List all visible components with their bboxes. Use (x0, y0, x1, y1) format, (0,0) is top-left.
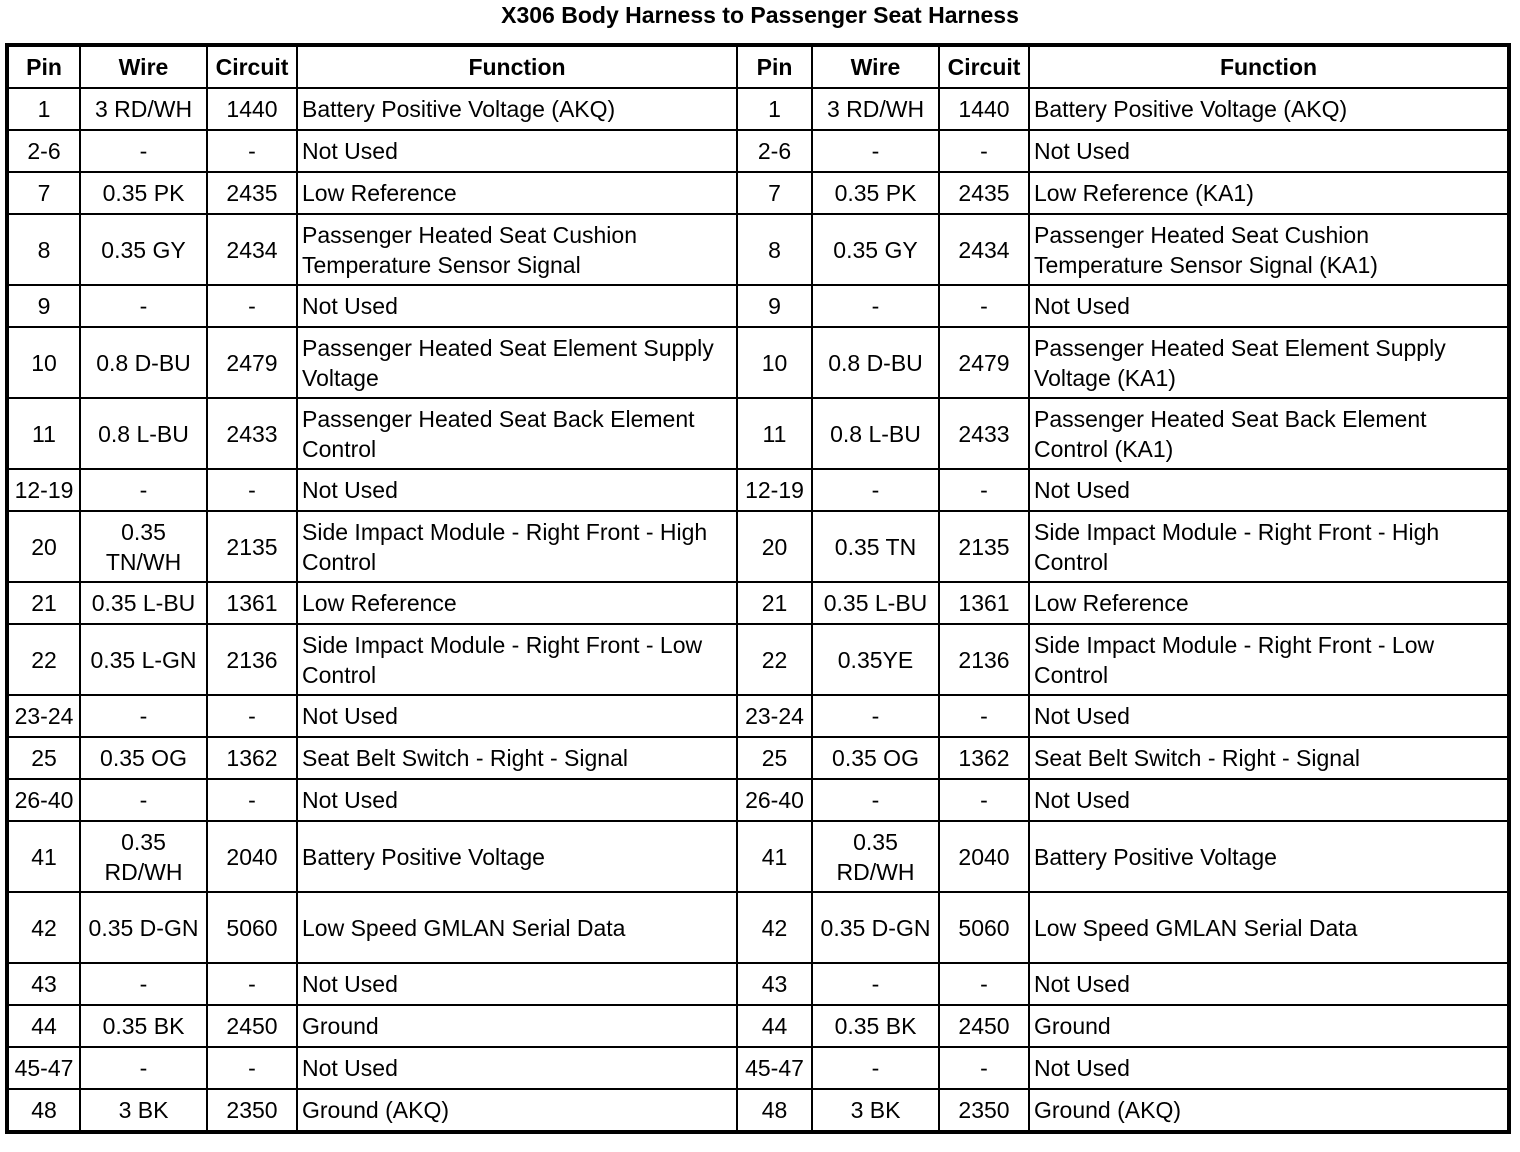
left-circuit-cell: - (207, 285, 297, 327)
left-pin-cell: 20 (7, 511, 80, 582)
right-pin-cell: 10 (737, 327, 812, 398)
right-circuit-cell: 2136 (939, 624, 1029, 695)
left-function-cell: Not Used (297, 695, 737, 737)
right-wire-cell: 0.35 RD/WH (812, 821, 939, 892)
left-circuit-cell: - (207, 130, 297, 172)
left-pin-cell: 42 (7, 892, 80, 963)
left-wire-cell: 3 BK (80, 1089, 207, 1132)
right-pin-cell: 23-24 (737, 695, 812, 737)
header-pin: Pin (7, 45, 80, 88)
right-circuit-cell: - (939, 1047, 1029, 1089)
table-row (7, 892, 1509, 963)
pinout-table (5, 43, 1511, 1134)
table-row (7, 821, 1509, 892)
table-row (7, 398, 1509, 469)
left-pin-cell: 44 (7, 1005, 80, 1047)
left-wire-cell: 0.35 L-GN (80, 624, 207, 695)
right-wire-cell: - (812, 779, 939, 821)
right-pin-cell: 11 (737, 398, 812, 469)
right-wire-cell: - (812, 285, 939, 327)
right-wire-cell: - (812, 963, 939, 1005)
right-wire-cell: - (812, 130, 939, 172)
table-row (7, 469, 1509, 511)
left-circuit-cell: 2040 (207, 821, 297, 892)
right-circuit-cell: 2040 (939, 821, 1029, 892)
left-function-cell: Not Used (297, 963, 737, 1005)
right-pin-cell: 2-6 (737, 130, 812, 172)
left-pin-cell: 12-19 (7, 469, 80, 511)
header-pin: Pin (737, 45, 812, 88)
right-circuit-cell: 1361 (939, 582, 1029, 624)
right-function-cell: Ground (1029, 1005, 1509, 1047)
right-wire-cell: - (812, 469, 939, 511)
right-function-cell: Not Used (1029, 285, 1509, 327)
right-function-cell: Battery Positive Voltage (AKQ) (1029, 88, 1509, 130)
left-wire-cell: 3 RD/WH (80, 88, 207, 130)
right-circuit-cell: 2350 (939, 1089, 1029, 1132)
right-wire-cell: 0.35YE (812, 624, 939, 695)
table-row (7, 285, 1509, 327)
table-row (7, 582, 1509, 624)
right-function-cell: Side Impact Module - Right Front - High Control (1029, 511, 1509, 582)
left-function-cell: Side Impact Module - Right Front - Low Control (297, 624, 737, 695)
table-row (7, 779, 1509, 821)
left-circuit-cell: - (207, 469, 297, 511)
right-function-cell: Not Used (1029, 695, 1509, 737)
table-row (7, 695, 1509, 737)
page-title: X306 Body Harness to Passenger Seat Harness (501, 2, 1019, 28)
right-circuit-cell: 1362 (939, 737, 1029, 779)
left-wire-cell: - (80, 1047, 207, 1089)
right-pin-cell: 45-47 (737, 1047, 812, 1089)
left-wire-cell: - (80, 963, 207, 1005)
right-pin-cell: 9 (737, 285, 812, 327)
left-pin-cell: 7 (7, 172, 80, 214)
right-wire-cell: 0.35 TN (812, 511, 939, 582)
left-circuit-cell: 1362 (207, 737, 297, 779)
left-function-cell: Not Used (297, 130, 737, 172)
table-row (7, 1005, 1509, 1047)
left-wire-cell: 0.8 L-BU (80, 398, 207, 469)
right-pin-cell: 26-40 (737, 779, 812, 821)
left-wire-cell: - (80, 469, 207, 511)
right-circuit-cell: 2450 (939, 1005, 1029, 1047)
right-pin-cell: 21 (737, 582, 812, 624)
right-function-cell: Low Speed GMLAN Serial Data (1029, 892, 1509, 963)
right-wire-cell: 0.8 L-BU (812, 398, 939, 469)
right-circuit-cell: 2433 (939, 398, 1029, 469)
right-function-cell: Passenger Heated Seat Element Supply Voltage (KA1) (1029, 327, 1509, 398)
left-function-cell: Seat Belt Switch - Right - Signal (297, 737, 737, 779)
right-wire-cell: - (812, 1047, 939, 1089)
left-function-cell: Side Impact Module - Right Front - High Control (297, 511, 737, 582)
left-pin-cell: 2-6 (7, 130, 80, 172)
table-row (7, 737, 1509, 779)
right-circuit-cell: 1440 (939, 88, 1029, 130)
right-circuit-cell: - (939, 285, 1029, 327)
left-function-cell: Ground (297, 1005, 737, 1047)
right-function-cell: Seat Belt Switch - Right - Signal (1029, 737, 1509, 779)
right-function-cell: Passenger Heated Seat Cushion Temperature Sensor Signal (KA1) (1029, 214, 1509, 285)
right-wire-cell: 3 BK (812, 1089, 939, 1132)
left-pin-cell: 25 (7, 737, 80, 779)
table-row (7, 511, 1509, 582)
left-wire-cell: 0.35 OG (80, 737, 207, 779)
left-wire-cell: 0.35 RD/WH (80, 821, 207, 892)
left-wire-cell: 0.35 TN/WH (80, 511, 207, 582)
left-circuit-cell: 2435 (207, 172, 297, 214)
left-circuit-cell: - (207, 1047, 297, 1089)
table-row (7, 963, 1509, 1005)
right-pin-cell: 7 (737, 172, 812, 214)
left-circuit-cell: 2136 (207, 624, 297, 695)
left-pin-cell: 26-40 (7, 779, 80, 821)
header-row (7, 45, 1509, 88)
right-wire-cell: 0.35 OG (812, 737, 939, 779)
left-pin-cell: 48 (7, 1089, 80, 1132)
left-wire-cell: 0.35 D-GN (80, 892, 207, 963)
left-function-cell: Battery Positive Voltage (AKQ) (297, 88, 737, 130)
left-function-cell: Passenger Heated Seat Element Supply Voltage (297, 327, 737, 398)
right-wire-cell: 3 RD/WH (812, 88, 939, 130)
table-row (7, 624, 1509, 695)
right-circuit-cell: - (939, 469, 1029, 511)
left-pin-cell: 41 (7, 821, 80, 892)
left-pin-cell: 45-47 (7, 1047, 80, 1089)
left-circuit-cell: 5060 (207, 892, 297, 963)
left-wire-cell: 0.8 D-BU (80, 327, 207, 398)
right-pin-cell: 41 (737, 821, 812, 892)
table-row (7, 327, 1509, 398)
left-pin-cell: 21 (7, 582, 80, 624)
right-function-cell: Not Used (1029, 469, 1509, 511)
left-pin-cell: 9 (7, 285, 80, 327)
header-wire: Wire (80, 45, 207, 88)
left-function-cell: Low Reference (297, 582, 737, 624)
right-pin-cell: 42 (737, 892, 812, 963)
right-wire-cell: 0.35 L-BU (812, 582, 939, 624)
left-wire-cell: - (80, 695, 207, 737)
left-wire-cell: - (80, 285, 207, 327)
right-wire-cell: 0.35 BK (812, 1005, 939, 1047)
right-wire-cell: 0.35 PK (812, 172, 939, 214)
table-row (7, 130, 1509, 172)
right-wire-cell: 0.8 D-BU (812, 327, 939, 398)
right-function-cell: Side Impact Module - Right Front - Low Control (1029, 624, 1509, 695)
left-circuit-cell: 2479 (207, 327, 297, 398)
right-function-cell: Not Used (1029, 1047, 1509, 1089)
header-function: Function (1029, 45, 1509, 88)
right-function-cell: Ground (AKQ) (1029, 1089, 1509, 1132)
left-circuit-cell: 2433 (207, 398, 297, 469)
left-pin-cell: 22 (7, 624, 80, 695)
right-function-cell: Low Reference (1029, 582, 1509, 624)
left-circuit-cell: - (207, 695, 297, 737)
table-row (7, 172, 1509, 214)
right-circuit-cell: 2479 (939, 327, 1029, 398)
right-pin-cell: 43 (737, 963, 812, 1005)
right-wire-cell: 0.35 GY (812, 214, 939, 285)
left-wire-cell: 0.35 BK (80, 1005, 207, 1047)
left-pin-cell: 11 (7, 398, 80, 469)
left-function-cell: Not Used (297, 285, 737, 327)
right-pin-cell: 44 (737, 1005, 812, 1047)
left-pin-cell: 10 (7, 327, 80, 398)
left-function-cell: Not Used (297, 1047, 737, 1089)
right-pin-cell: 12-19 (737, 469, 812, 511)
left-circuit-cell: 1361 (207, 582, 297, 624)
right-function-cell: Battery Positive Voltage (1029, 821, 1509, 892)
right-function-cell: Not Used (1029, 779, 1509, 821)
left-function-cell: Not Used (297, 469, 737, 511)
right-wire-cell: - (812, 695, 939, 737)
right-circuit-cell: 2435 (939, 172, 1029, 214)
right-circuit-cell: 2434 (939, 214, 1029, 285)
right-function-cell: Low Reference (KA1) (1029, 172, 1509, 214)
right-circuit-cell: - (939, 695, 1029, 737)
left-pin-cell: 23-24 (7, 695, 80, 737)
left-function-cell: Low Speed GMLAN Serial Data (297, 892, 737, 963)
left-function-cell: Passenger Heated Seat Back Element Control (297, 398, 737, 469)
left-wire-cell: - (80, 779, 207, 821)
left-pin-cell: 8 (7, 214, 80, 285)
left-wire-cell: 0.35 GY (80, 214, 207, 285)
table-row (7, 88, 1509, 130)
left-function-cell: Ground (AKQ) (297, 1089, 737, 1132)
left-function-cell: Not Used (297, 779, 737, 821)
right-circuit-cell: - (939, 963, 1029, 1005)
left-circuit-cell: 1440 (207, 88, 297, 130)
table-row (7, 214, 1509, 285)
right-circuit-cell: - (939, 779, 1029, 821)
header-function: Function (297, 45, 737, 88)
right-function-cell: Not Used (1029, 130, 1509, 172)
right-circuit-cell: - (939, 130, 1029, 172)
left-pin-cell: 43 (7, 963, 80, 1005)
header-circuit: Circuit (207, 45, 297, 88)
right-circuit-cell: 5060 (939, 892, 1029, 963)
left-function-cell: Battery Positive Voltage (297, 821, 737, 892)
left-circuit-cell: - (207, 779, 297, 821)
left-function-cell: Low Reference (297, 172, 737, 214)
left-wire-cell: 0.35 L-BU (80, 582, 207, 624)
right-circuit-cell: 2135 (939, 511, 1029, 582)
right-wire-cell: 0.35 D-GN (812, 892, 939, 963)
right-pin-cell: 8 (737, 214, 812, 285)
right-function-cell: Passenger Heated Seat Back Element Control (KA1) (1029, 398, 1509, 469)
left-circuit-cell: 2434 (207, 214, 297, 285)
right-pin-cell: 22 (737, 624, 812, 695)
left-circuit-cell: - (207, 963, 297, 1005)
table-row (7, 1047, 1509, 1089)
left-function-cell: Passenger Heated Seat Cushion Temperature Sensor Signal (297, 214, 737, 285)
left-wire-cell: 0.35 PK (80, 172, 207, 214)
header-wire: Wire (812, 45, 939, 88)
right-pin-cell: 1 (737, 88, 812, 130)
right-pin-cell: 25 (737, 737, 812, 779)
header-circuit: Circuit (939, 45, 1029, 88)
left-circuit-cell: 2450 (207, 1005, 297, 1047)
table-row (7, 1089, 1509, 1132)
left-wire-cell: - (80, 130, 207, 172)
left-circuit-cell: 2350 (207, 1089, 297, 1132)
right-pin-cell: 20 (737, 511, 812, 582)
left-circuit-cell: 2135 (207, 511, 297, 582)
right-pin-cell: 48 (737, 1089, 812, 1132)
left-pin-cell: 1 (7, 88, 80, 130)
right-function-cell: Not Used (1029, 963, 1509, 1005)
